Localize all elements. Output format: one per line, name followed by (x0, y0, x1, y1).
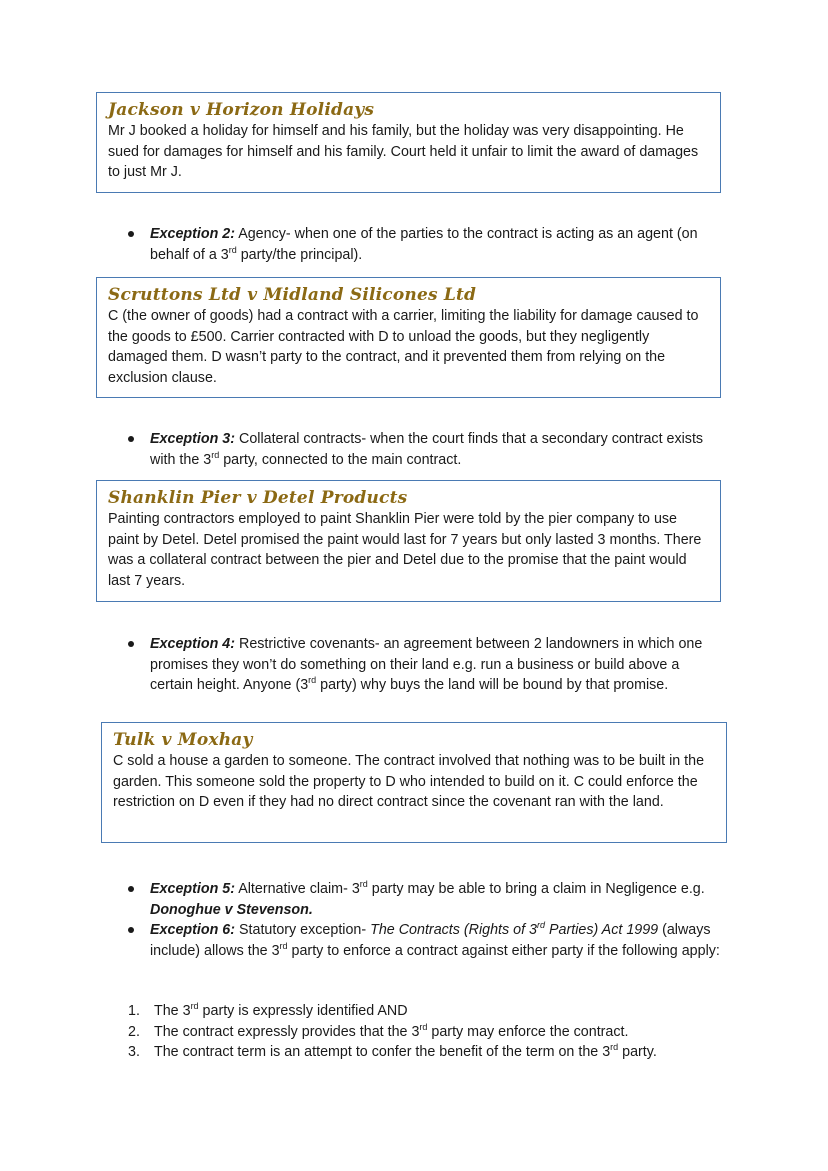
exception-text: Collateral contracts- when the court finds that a secondary contract exists with the 3 (150, 431, 704, 468)
case-title: Shanklin Pier v Detel Products (108, 488, 408, 508)
case-box-jackson (96, 92, 721, 193)
superscript: rd (419, 1021, 428, 1032)
case-title: Jackson v Horizon Holidays (108, 100, 375, 120)
list-item (128, 1022, 768, 1043)
exception-label: Exception 6: (150, 922, 236, 938)
list-number: 3. (128, 1044, 140, 1060)
case-box-tulk (101, 722, 727, 843)
case-text: C (the owner of goods) had a contract with a carrier, limiting the liability for damage caused to the goods to £500. Carrier contracted with D to unload the goods, but they negligently damaged them. D wasn’t party to the contract, and it prevented them from relying on the exclusion clause. (108, 308, 699, 386)
list-text: party. (618, 1044, 657, 1060)
case-box-scruttons (96, 277, 721, 398)
list-text: The contract term is an attempt to confer the benefit of the term on the 3 (154, 1044, 611, 1060)
exception-text: (always include) allows the 3 (150, 922, 711, 959)
case-title: Scruttons Ltd v Midland Silicones Ltd (108, 285, 477, 305)
superscript: rd (359, 879, 368, 890)
case-text: Mr J booked a holiday for himself and his family, but the holiday was very disappointing. He sued for damages for himself and his family. Court held it unfair to limit the award of damages to just Mr J. (108, 123, 699, 180)
superscript: rd (610, 1042, 619, 1053)
case-reference: Donoghue v Stevenson. (150, 901, 313, 918)
list-item (128, 1042, 768, 1063)
list-text: party may enforce the contract. (427, 1023, 629, 1040)
list-text: The 3 (154, 1003, 191, 1019)
exception-text: party/the principal). (236, 246, 363, 263)
superscript: rd (308, 675, 317, 686)
exception-text: Alternative claim- 3 (235, 881, 360, 897)
superscript: rd (279, 940, 288, 951)
exception-text: Restrictive covenants- an agreement between 2 landowners in which one promises they won’t do something on their land e.g. run a business or build above a certain height. Anyone (3 (150, 636, 703, 693)
act-name: The Contracts (Rights of 3 (370, 922, 537, 938)
list-item (128, 1001, 768, 1022)
superscript: rd (211, 449, 220, 460)
list-text: The contract expressly provides that the 3 (154, 1023, 420, 1040)
exception-label: Exception 3: (150, 431, 236, 447)
case-text: Painting contractors employed to paint Shanklin Pier were told by the pier company to use paint by Detel. Detel promised the paint would last for 7 years but only lasted 3 months. There was a collateral contract between the pier and Detel due to the promise that the paint would last 7 years. (108, 511, 702, 589)
exception-text: party may be able to bring a claim in Negligence e.g. (367, 881, 705, 897)
bullet-item (126, 634, 726, 696)
superscript: rd (228, 244, 237, 255)
exception-label: Exception 2: (150, 226, 236, 242)
exception-text: party) why buys the land will be bound by that promise. (316, 677, 669, 693)
exception-label: Exception 5: (150, 881, 236, 897)
superscript: rd (537, 920, 546, 931)
bullet-item (126, 224, 736, 265)
exception-3 (126, 429, 716, 470)
exceptions-5-6 (126, 879, 726, 961)
case-text: C sold a house a garden to someone. The contract involved that nothing was to be built in the garden. This someone sold the property to D who intended to build on it. C could enforce the restriction on D even if they had no direct contract since the covenant ran with the land. (113, 753, 705, 810)
bullet-item (126, 879, 726, 920)
exception-text: party to enforce a contract against either party if the following apply: (287, 942, 720, 959)
exception-text: party, connected to the main contract. (219, 451, 462, 468)
conditions-list (128, 1001, 768, 1063)
list-number: 2. (128, 1023, 140, 1040)
case-box-shanklin (96, 480, 721, 602)
exception-text: Statutory exception- (235, 922, 371, 938)
exception-text: Agency- when one of the parties to the contract is acting as an agent (on behalf of a 3 (150, 226, 698, 263)
act-name: Parties) Act 1999 (545, 922, 659, 938)
case-title: Tulk v Moxhay (113, 730, 253, 750)
exception-2 (126, 224, 736, 265)
exception-label: Exception 4: (150, 636, 236, 652)
bullet-item (126, 920, 726, 961)
bullet-item (126, 429, 716, 470)
list-text: party is expressly identified AND (198, 1003, 408, 1019)
superscript: rd (190, 1001, 199, 1012)
list-number: 1. (128, 1003, 140, 1019)
exception-4 (126, 634, 726, 696)
